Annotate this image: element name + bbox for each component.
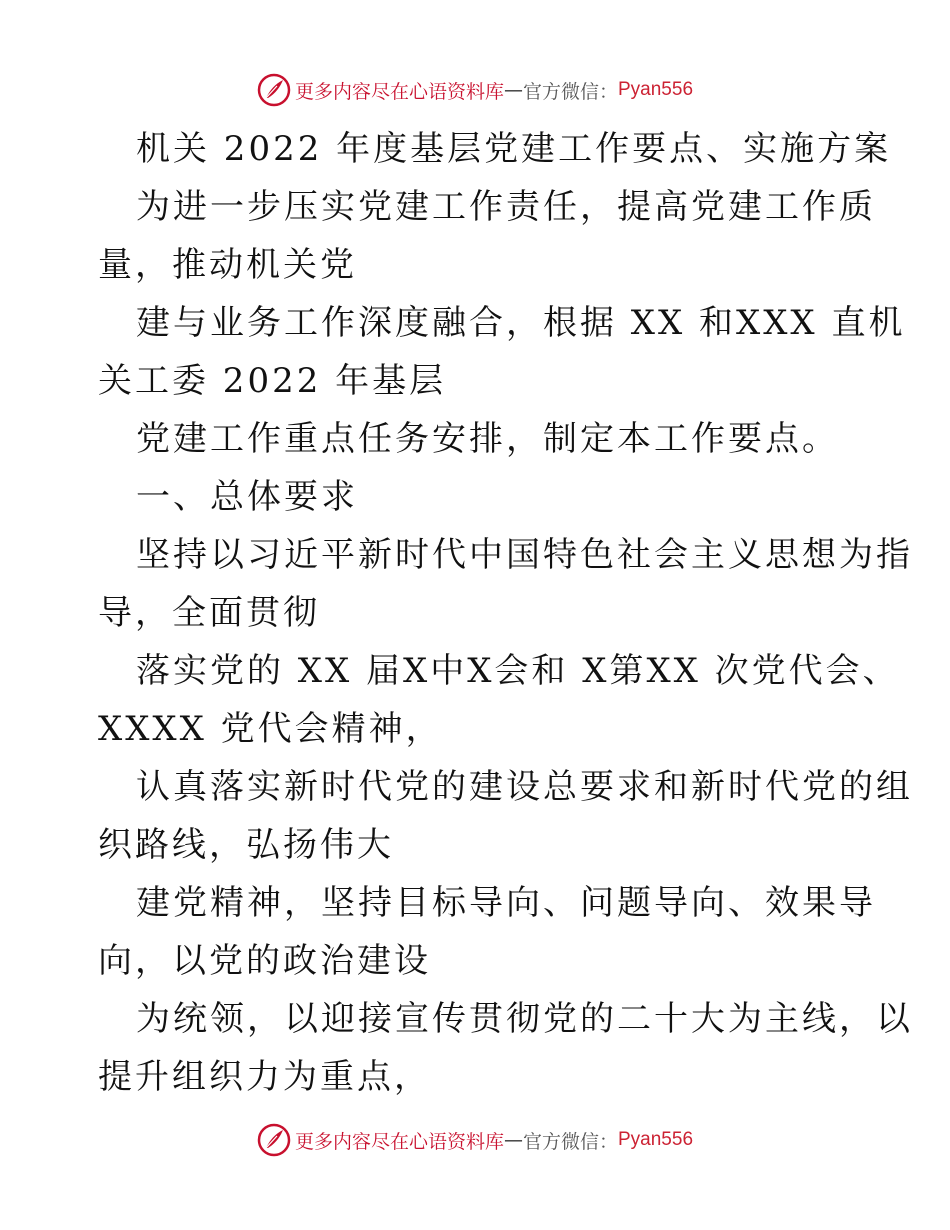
watermark-wechat-label: 官方微信： [522, 80, 618, 103]
paragraph-line: 落实党的 XX 届X中X会和 X第XX 次党代会、 [136, 651, 900, 691]
paragraph-line: 建与业务工作深度融合，根据 XX 和XXX 直机 [136, 303, 906, 343]
feather-pen-logo-icon [257, 73, 291, 107]
watermark-library-text: 更多内容尽在心语资料库 [294, 1130, 504, 1153]
paragraph-line: 坚持以习近平新时代中国特色社会主义思想为指 [136, 535, 913, 575]
watermark-library-text: 更多内容尽在心语资料库 [294, 80, 504, 103]
paragraph-line: 建党精神，坚持目标导向、问题导向、效果导 [136, 883, 876, 923]
section-heading: 一、总体要求 [136, 477, 358, 517]
paragraph-line: 导，全面贯彻 [98, 593, 320, 633]
document-body [98, 120, 913, 1106]
paragraph-line: 为统领，以迎接宣传贯彻党的二十大为主线，以 [136, 999, 913, 1039]
paragraph-line: 提升组织力为重点， [98, 1057, 431, 1097]
watermark-separator: — [503, 79, 523, 101]
footer-watermark [0, 1120, 950, 1160]
paragraph-line: 党建工作重点任务安排，制定本工作要点。 [136, 419, 839, 459]
paragraph-line: 织路线，弘扬伟大 [98, 825, 394, 865]
paragraph-line: 向，以党的政治建设 [98, 941, 431, 981]
watermark-wechat-id: Pyan556 [618, 1129, 694, 1150]
paragraph-line: XXXX 党代会精神， [98, 709, 443, 749]
paragraph-line: 为进一步压实党建工作责任，提高党建工作质 [136, 187, 876, 227]
watermark-wechat-id: Pyan556 [618, 79, 694, 100]
paragraph-line: 关工委 2022 年基层 [98, 361, 447, 401]
header-watermark [0, 70, 950, 110]
document-title: 机关 2022 年度基层党建工作要点、实施方案 [136, 129, 892, 169]
watermark-separator: — [503, 1129, 523, 1151]
paragraph-line: 认真落实新时代党的建设总要求和新时代党的组 [136, 767, 913, 807]
watermark-wechat-label: 官方微信： [522, 1130, 618, 1153]
feather-pen-logo-icon [257, 1123, 291, 1157]
paragraph-line: 量，推动机关党 [98, 245, 357, 285]
